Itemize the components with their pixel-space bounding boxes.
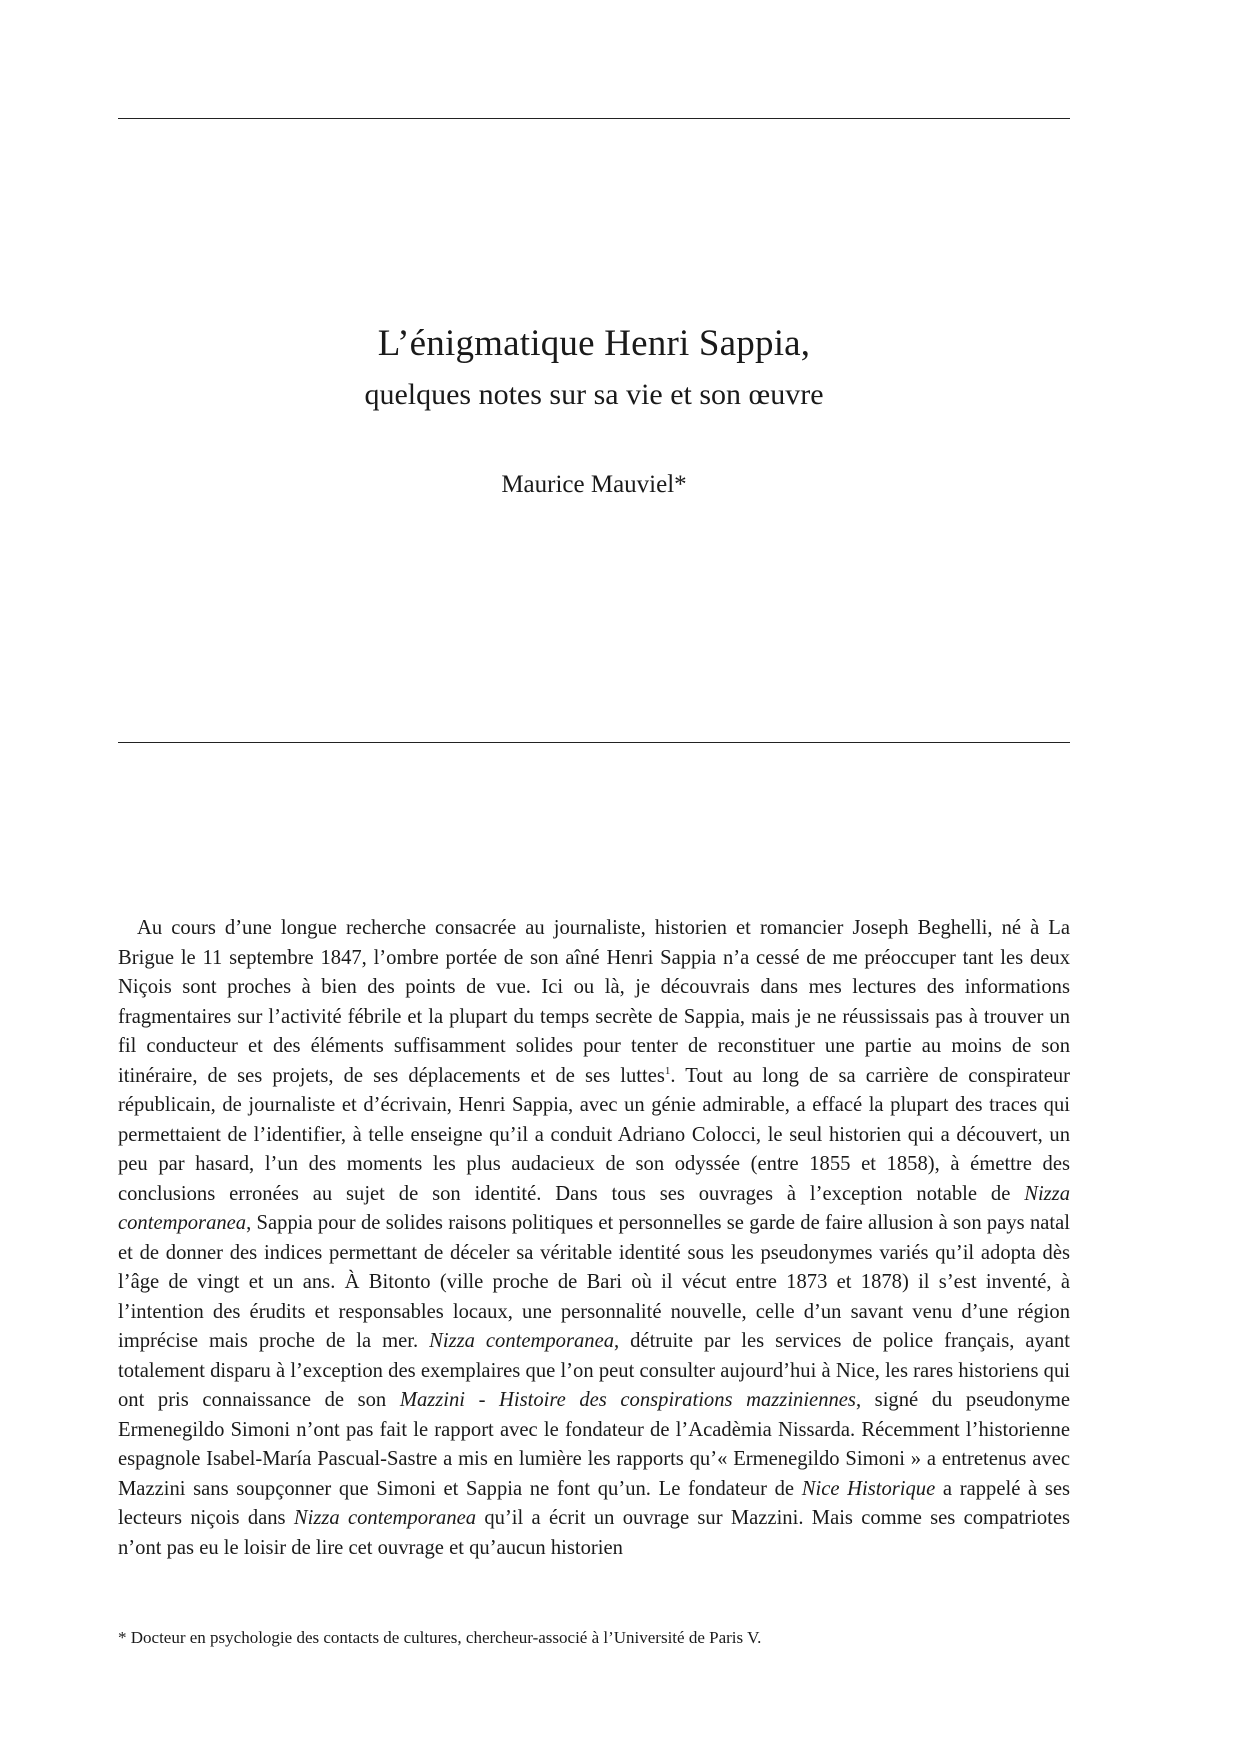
article-title: L’énigmatique Henri Sappia, xyxy=(377,323,811,364)
body-text-run: . Tout au long de sa carrière de conspirateur républicain, de journaliste et d’écrivain, Henri Sappia, avec un génie admirable, a effacé la plupart des traces qui permettaient de l’identifier, à telle enseigne qu’il a conduit Adriano Colocci, le seul historien qui a découvert, un peu par hasard, l’un des moments les plus audacieux de son odyssée (entre 1855 et 1858), à émettre des conclusions erronées au sujet de son identité. Dans tous ses ouvrages à l’exception notable de xyxy=(118,1064,1070,1205)
article-subtitle: quelques notes sur sa vie et son œuvre xyxy=(364,378,824,411)
body-text-run: , signé du pseudonyme Ermenegildo Simoni n’ont pas fait le rapport avec le fondateur de l’Acadèmia Nissarda. Récemment l’historienne espagnole Isabel-María Pascual-Sastre a mis en lumière les rapports qu’« Ermenegildo Simoni » a entretenus avec Mazzini sans soupçonner que Simoni et Sappia ne font qu’un. Le fondateur de xyxy=(118,1389,1071,1500)
italic-title: Nizza contemporanea xyxy=(293,1507,477,1529)
footnote-ref[interactable]: 1 xyxy=(664,1064,671,1077)
italic-title: Mazzini - Histoire des conspirations mazziniennes xyxy=(399,1389,856,1411)
body-text-run: , détruite par les services de police français, ayant totalement disparu à l’exception des exemplaires que l’on peut consulter aujourd’hui à Nice, les rares historiens qui ont pris connaissance de son xyxy=(118,1330,1071,1411)
body-paragraph xyxy=(118,914,1070,1563)
header-bottom-rule xyxy=(118,742,1070,743)
italic-title: Nizza contemporanea xyxy=(429,1330,615,1352)
italic-title: Nizza contemporanea xyxy=(118,1182,1070,1234)
top-rule xyxy=(118,118,1070,119)
body-text-run: , Sappia pour de solides raisons politiques et personnelles se garde de faire allusion à son pays natal et de donner des indices permettant de déceler sa véritable identité sous les pseudonymes variés qu’il adopta dès l’âge de vingt et un ans. À Bitonto (ville proche de Bari où il vécut entre 1873 et 1878) il s’est inventé, à l’intention des érudits et responsables locaux, une personnalité nouvelle, celle d’un savant venu d’une région imprécise mais proche de la mer. xyxy=(118,1212,1070,1352)
body-text-run: a rappelé à ses lecteurs niçois dans xyxy=(118,1477,1071,1529)
body-text-run: Au cours d’une longue recherche consacrée au journaliste, historien et romancier Joseph Beghelli, né à La Brigue le 11 septembre 1847, l’ombre portée de son aîné Henri Sappia n’a cessé de me préoccuper tant les deux Niçois sont proches à bien des points de vue. Ici ou là, je découvrais dans mes lectures des informations fragmentaires sur l’activité fébrile et la plupart du temps secrète de Sappia, mais je ne réussissais pas à trouver un fil conducteur et des éléments suffisamment solides pour tenter de reconstituer une partie au moins de son itinéraire, de ses projets, de ses déplacements et de ses luttes xyxy=(118,917,1070,1087)
italic-title: Nice Historique xyxy=(801,1477,936,1500)
body-text-run: qu’il a écrit un ouvrage sur Mazzini. Mais comme ses compatriotes n’ont pas eu le loisir de lire cet ouvrage et qu’aucun historien xyxy=(118,1507,1070,1559)
article-author: Maurice Mauviel* xyxy=(501,471,687,498)
author-footnote: * Docteur en psychologie des contacts de cultures, chercheur-associé à l’Université de Paris V. xyxy=(118,1628,762,1647)
